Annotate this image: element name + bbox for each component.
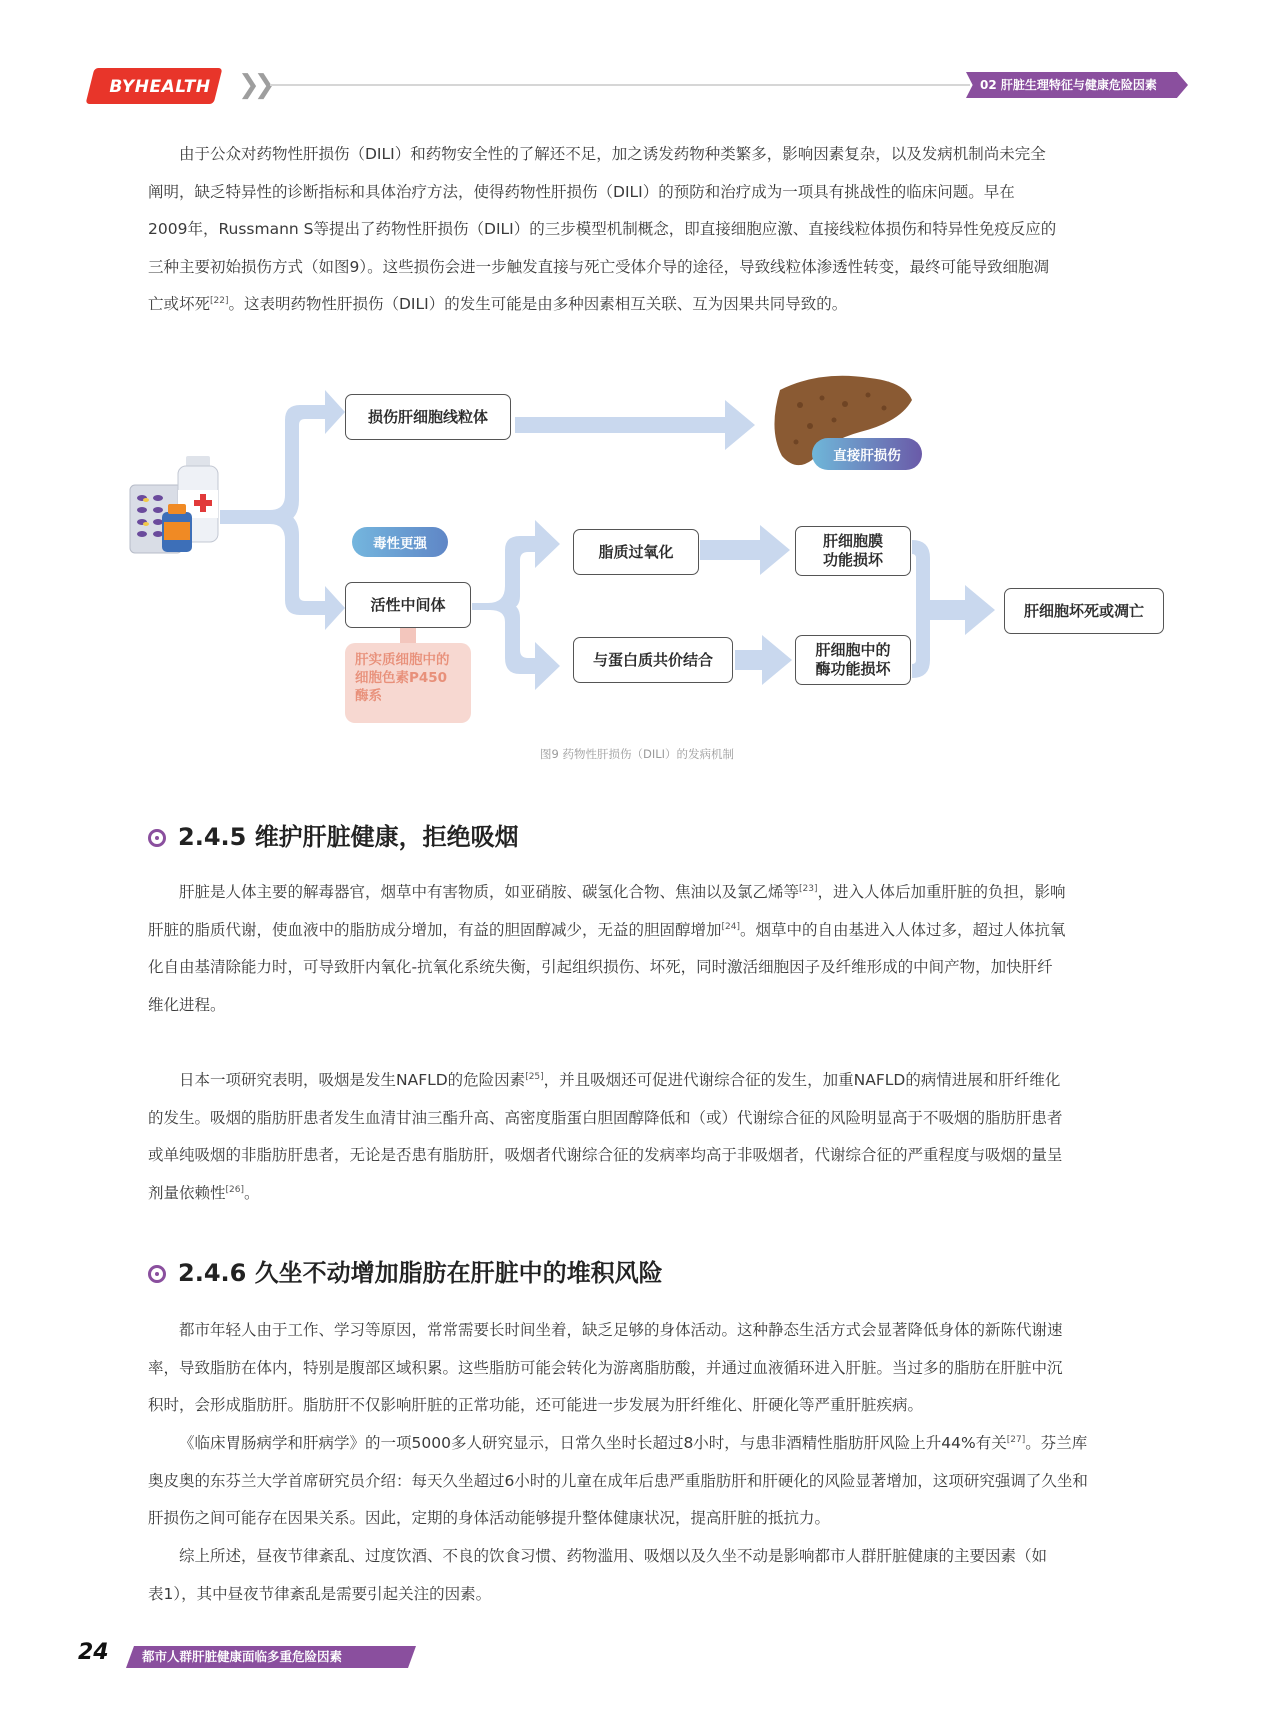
paragraph-sedentary-2 (148, 1425, 1148, 1538)
cyp450-line: 肝实质细胞中的 (355, 652, 450, 668)
arrow-to-membrane (700, 525, 790, 575)
heading-2-4-5 (148, 820, 519, 854)
node-cell-death: 肝细胞坏死或凋亡 (1004, 588, 1164, 634)
brand-logo: BYHEALTH (109, 77, 211, 97)
arrow-to-death (930, 585, 995, 635)
heading-2-4-6-text: 2.4.6 久坐不动增加脂肪在肝脏中的堆积风险 (178, 1259, 663, 1287)
paragraph-smoking-2 (148, 1062, 1148, 1212)
text-line: 剂量依赖性 (148, 1183, 226, 1202)
header-divider (270, 84, 970, 86)
text-line: 奥皮奥的东芬兰大学首席研究员介绍：每天久坐超过6小时的儿童在成年后患严重脂肪肝和肝硬化的风险显著增加，这项研究强调了久坐和 (148, 1471, 1088, 1490)
footer-title: 都市人群肝脏健康面临多重危险因素 (142, 1649, 343, 1664)
node-enzyme-damage (795, 635, 911, 685)
citation: [26] (225, 1184, 244, 1195)
paragraph-summary (148, 1538, 1148, 1613)
text-line: 肝损伤之间可能存在因果关系。因此，定期的身体活动能够提升整体健康状况，提高肝脏的抵抗力。 (148, 1509, 831, 1528)
node-enzyme-line: 肝细胞中的 (815, 641, 891, 659)
text-line: 日本一项研究表明，吸烟是发生NAFLD的危险因素 (179, 1071, 526, 1089)
arrow-to-mito (220, 390, 345, 524)
citation: [25] (525, 1071, 544, 1082)
intro-line: 由于公众对药物性肝损伤（DILI）和药物安全性的了解还不足，加之诱发药物种类繁多，影响因素复杂，以及发病机制尚未完全 (179, 145, 1046, 163)
arrow-to-active (220, 510, 345, 630)
text-line: 。芬兰库 (1025, 1434, 1088, 1452)
pill-direct-liver-injury: 直接肝损伤 (812, 438, 922, 470)
heading-2-4-6 (148, 1256, 663, 1290)
intro-line: 亡或坏死 (148, 295, 211, 314)
intro-line: 阐明，缺乏特异性的诊断指标和具体治疗方法，使得药物性肝损伤（DILI）的预防和治疗成为一项具有挑战性的临床问题。早在 (148, 182, 1015, 201)
node-reactive-intermediate: 活性中间体 (345, 582, 471, 628)
node-membrane-line: 功能损坏 (822, 551, 883, 569)
text-line: 肝脏是人体主要的解毒器官，烟草中有害物质，如亚硝胺、碳氢化合物、焦油以及氯乙烯等 (179, 883, 800, 901)
arrow-to-enzyme (735, 635, 792, 685)
arrow-to-lipid (472, 520, 560, 610)
text-line: 《临床胃肠病学和肝病学》的一项5000多人研究显示，日常久坐时长超过8小时，与患非酒精性脂肪肝风险上升44%有关 (179, 1434, 1007, 1452)
node-membrane-line: 肝细胞膜 (822, 532, 883, 550)
target-icon (148, 829, 166, 847)
node-membrane-damage (795, 526, 911, 576)
citation: [22] (210, 296, 229, 307)
text-line: ，进入人体后加重肝脏的负担，影响 (817, 883, 1066, 901)
node-enzyme-line: 酶功能损坏 (815, 660, 891, 678)
heading-2-4-5-text: 2.4.5 维护肝脏健康，拒绝吸烟 (178, 823, 519, 851)
page-number: 24 (78, 1640, 109, 1665)
figure-9 (0, 360, 1275, 780)
intro-line: 2009年，Russmann S等提出了药物性肝损伤（DILI）的三步模型机制概念，即直接细胞应激、直接线粒体损伤和特异性免疫反应的 (148, 220, 1057, 239)
medicine-icon (130, 456, 218, 553)
text-line: 综上所述，昼夜节律紊乱、过度饮酒、不良的饮食习惯、药物滥用、吸烟以及久坐不动是影响都市人群肝脏健康的主要因素（如 (179, 1547, 1048, 1565)
cyp450-line: 细胞色素P450 (355, 670, 448, 686)
text-line: 的发生。吸烟的脂肪肝患者发生血清甘油三酯升高、高密度脂蛋白胆固醇降低和（或）代谢综合征的风险明显高于不吸烟的脂肪肝患者 (148, 1108, 1063, 1127)
intro-paragraph (148, 136, 1148, 324)
text-line: 或单纯吸烟的非脂肪肝患者，无论是否患有脂肪肝，吸烟者代谢综合征的发病率均高于非吸烟者，代谢综合征的严重程度与吸烟的量呈 (148, 1146, 1063, 1165)
text-line: 肝脏的脂质代谢，使血液中的脂肪成分增加，有益的胆固醇减少，无益的胆固醇增加 (148, 920, 722, 939)
section-tag: 02 肝脏生理特征与健康危险因素 (980, 78, 1157, 92)
double-chevron-icon: ❯❯ (238, 70, 270, 100)
citation: [23] (799, 883, 818, 894)
text-line: 化自由基清除能力时，可导致肝内氧化-抗氧化系统失衡，引起组织损伤、坏死，同时激活细胞因子及纤维形成的中间产物，加快肝纤 (148, 958, 1053, 977)
text-line: 。烟草中的自由基进入人体过多，超过人体抗氧 (740, 920, 1066, 939)
paragraph-sedentary-1 (148, 1312, 1148, 1425)
node-damage-mitochondria: 损伤肝细胞线粒体 (345, 394, 511, 440)
cyp450-line: 酶系 (355, 688, 382, 704)
text-line: ，并且吸烟还可促进代谢综合征的发生，加重NAFLD的病情进展和肝纤维化 (543, 1071, 1061, 1089)
text-line: 都市年轻人由于工作、学习等原因，常常需要长时间坐着，缺乏足够的身体活动。这种静态生活方式会显著降低身体的新陈代谢速 (179, 1321, 1063, 1339)
pill-more-toxic: 毒性更强 (352, 527, 448, 557)
intro-line: 三种主要初始损伤方式（如图9）。这些损伤会进一步触发直接与死亡受体介导的途径，导致线粒体渗透性转变，最终可能导致细胞凋 (148, 257, 1050, 276)
intro-line: 。这表明药物性肝损伤（DILI）的发生可能是由多种因素相互关联、互为因果共同导致的。 (228, 295, 848, 314)
cyp450-box (345, 643, 471, 723)
paragraph-smoking-1 (148, 874, 1148, 1024)
arrow-to-protein (472, 603, 560, 690)
figure-caption: 图9 药物性肝损伤（DILI）的发病机制 (540, 747, 735, 761)
arrow-converge (912, 540, 930, 678)
text-line: 。 (244, 1183, 260, 1202)
arrow-to-liver (515, 400, 755, 450)
node-lipid-peroxidation: 脂质过氧化 (573, 529, 699, 575)
text-line: 率，导致脂肪在体内，特别是腹部区域积累。这些脂肪可能会转化为游离脂肪酸，并通过血液循环进入肝脏。当过多的脂肪在肝脏中沉 (148, 1358, 1063, 1377)
text-line: 表1），其中昼夜节律紊乱是需要引起关注的因素。 (148, 1584, 492, 1603)
citation: [24] (721, 921, 740, 932)
text-line: 维化进程。 (148, 995, 226, 1014)
citation: [27] (1006, 1434, 1026, 1445)
target-icon (148, 1265, 166, 1283)
text-line: 积时，会形成脂肪肝。脂肪肝不仅影响肝脏的正常功能，还可能进一步发展为肝纤维化、肝硬化等严重肝脏疾病。 (148, 1396, 924, 1415)
node-protein-covalent-binding: 与蛋白质共价结合 (573, 637, 733, 683)
